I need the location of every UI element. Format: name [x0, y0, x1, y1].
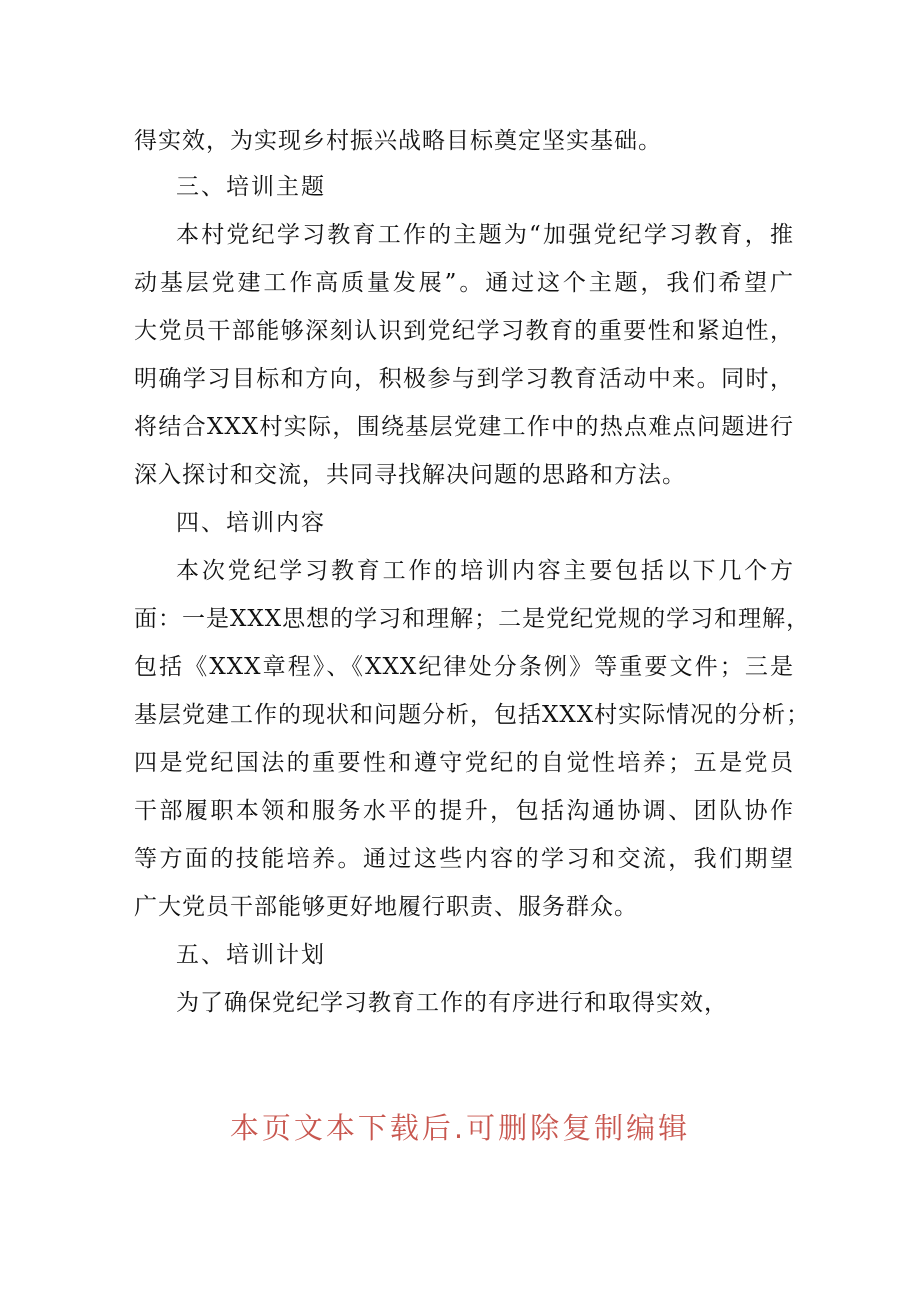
paragraph-line: 广大党员干部能够更好地履行职责、服务群众。	[134, 894, 638, 920]
paragraph-line: 基层党建工作的现状和问题分析，包括XXX村实际情况的分析；	[134, 702, 811, 728]
paragraph-line: 四是党纪国法的重要性和遵守党纪的自觉性培养；五是党员	[134, 750, 794, 776]
intro-continuation-line: 得实效，为实现乡村振兴战略目标奠定坚实基础。	[134, 128, 662, 154]
paragraph-line: 大党员干部能够深刻认识到党纪学习教育的重要性和紧迫性，	[134, 318, 794, 344]
paragraph-line: 包括《XXX章程》、《XXX纪律处分条例》等重要文件；三是	[134, 654, 794, 680]
paragraph-line: 深入探讨和交流，共同寻找解决问题的思路和方法。	[134, 462, 686, 488]
paragraph-line: 明确学习目标和方向，积极参与到学习教育活动中来。同时，	[134, 366, 794, 392]
paragraph-line: 等方面的技能培养。通过这些内容的学习和交流，我们期望	[134, 846, 794, 872]
download-edit-notice: 本页文本下载后.可删除复制编辑	[229, 1111, 691, 1145]
paragraph-line: 面：一是XXX思想的学习和理解；二是党纪党规的学习和理解，	[134, 606, 811, 632]
section-heading-plan: 五、培训计划	[176, 942, 326, 968]
paragraph-line: 将结合XXX村实际，围绕基层党建工作中的热点难点问题进行	[134, 414, 794, 440]
section-heading-content: 四、培训内容	[176, 510, 326, 536]
paragraph-line: 本村党纪学习教育工作的主题为“加强党纪学习教育，推	[176, 222, 794, 248]
paragraph-line: 本次党纪学习教育工作的培训内容主要包括以下几个方	[176, 558, 794, 584]
paragraph-line: 干部履职本领和服务水平的提升，包括沟通协调、团队协作	[134, 798, 794, 824]
section-heading-theme: 三、培训主题	[176, 174, 326, 200]
paragraph-line: 为了确保党纪学习教育工作的有序进行和取得实效，	[176, 990, 728, 1016]
paragraph-line: 动基层党建工作高质量发展”。通过这个主题，我们希望广	[134, 270, 794, 296]
